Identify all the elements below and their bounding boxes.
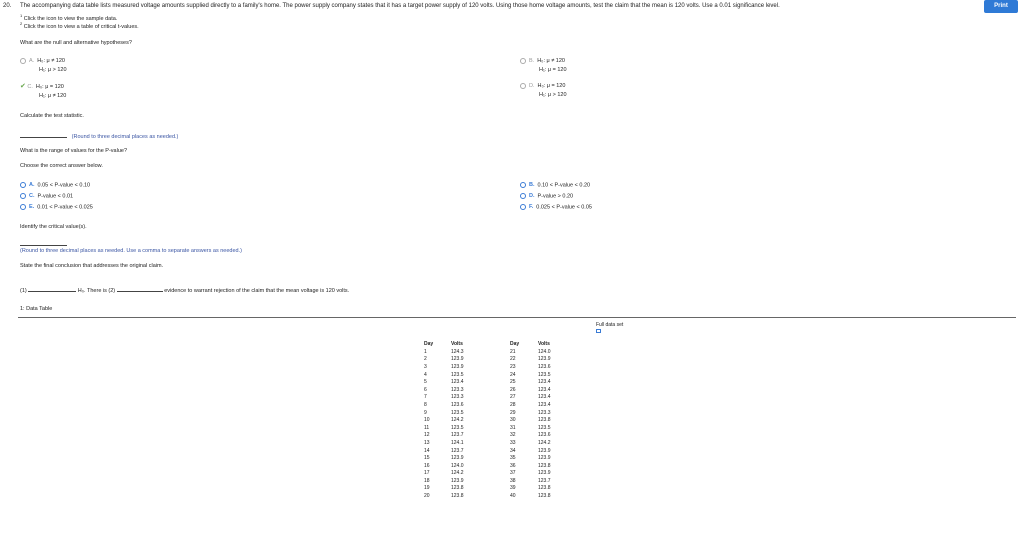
volts-cell: 123.9 <box>451 477 464 484</box>
hypothesis-option-b[interactable]: B. H₀: μ ≠ 120 H₁: μ = 120 <box>520 57 567 75</box>
day-cell: 27 <box>510 394 516 401</box>
col-header-day: Day <box>510 340 520 347</box>
table-row <box>424 462 487 470</box>
volts-cell: 123.9 <box>538 356 551 363</box>
table-row <box>510 401 574 409</box>
conclusion-dropdown-1[interactable] <box>28 286 76 292</box>
table-row <box>510 356 574 364</box>
volts-cell: 123.8 <box>538 493 551 500</box>
day-cell: 11 <box>424 424 430 431</box>
day-cell: 10 <box>424 417 430 424</box>
day-cell: 21 <box>510 348 516 355</box>
critical-value-hint: (Round to three decimal places as needed. Use a comma to separate answers as needed.) <box>20 248 242 254</box>
table-row <box>424 477 487 485</box>
day-cell: 9 <box>424 409 427 416</box>
hypothesis-option-a[interactable]: A. H₀: μ ≠ 120 H₁: μ > 120 <box>20 57 67 75</box>
volts-cell: 124.2 <box>451 417 464 424</box>
volts-cell: 123.8 <box>451 493 464 500</box>
p-value-option-a[interactable]: A. 0.05 < P-value < 0.10 <box>20 182 90 188</box>
table-row <box>424 439 487 447</box>
table-row <box>424 371 487 379</box>
day-cell: 32 <box>510 432 516 439</box>
hypothesis-option-d[interactable]: D. H₀: μ = 120 H₁: μ > 120 <box>520 82 567 100</box>
volts-cell: 123.9 <box>451 455 464 462</box>
day-cell: 31 <box>510 424 516 431</box>
volts-cell: 123.3 <box>451 394 464 401</box>
volts-cell: 124.1 <box>451 439 464 446</box>
volts-cell: 123.5 <box>451 424 464 431</box>
test-statistic-row: (Round to three decimal places as needed.) <box>20 131 178 140</box>
volts-cell: 124.2 <box>538 439 551 446</box>
radio-pb[interactable] <box>520 182 526 188</box>
data-table-left <box>424 339 487 500</box>
question-prompt: The accompanying data table lists measured voltage amounts supplied directly to a family's home. The power supply company states that it has a target power supply of 120 volts. Using those home voltage amounts, test the claim that the mean is 120 volts. Use a 0.01 significance level. <box>20 3 780 9</box>
radio-b[interactable] <box>520 58 526 64</box>
table-row <box>424 485 487 493</box>
volts-cell: 123.9 <box>538 455 551 462</box>
volts-cell: 124.2 <box>451 470 464 477</box>
volts-cell: 123.5 <box>451 371 464 378</box>
volts-cell: 123.9 <box>538 470 551 477</box>
day-cell: 13 <box>424 439 430 446</box>
table-row <box>510 462 574 470</box>
day-cell: 8 <box>424 401 427 408</box>
critical-value-input[interactable] <box>20 240 67 246</box>
radio-pe[interactable] <box>20 204 26 210</box>
checkmark-icon: ✔ <box>20 83 26 90</box>
table-row <box>424 432 487 440</box>
conclusion-dropdown-2[interactable] <box>117 286 163 292</box>
table-row <box>510 416 574 424</box>
table-row <box>424 454 487 462</box>
day-cell: 34 <box>510 447 516 454</box>
col-header-volts: Volts <box>451 340 463 347</box>
day-cell: 30 <box>510 417 516 424</box>
volts-cell: 123.8 <box>538 462 551 469</box>
volts-cell: 123.8 <box>451 485 464 492</box>
volts-cell: 123.3 <box>451 386 464 393</box>
day-cell: 19 <box>424 485 430 492</box>
table-row <box>510 492 574 500</box>
volts-cell: 123.4 <box>538 394 551 401</box>
day-cell: 40 <box>510 493 516 500</box>
table-row <box>424 424 487 432</box>
p-value-question: What is the range of values for the P-value? <box>20 148 128 154</box>
volts-cell: 123.6 <box>451 401 464 408</box>
conclusion-row: (1) H₀. There is (2) evidence to warrant rejection of the claim that the mean voltage is 120 volts. <box>20 288 350 294</box>
print-button[interactable]: Print <box>984 0 1018 13</box>
day-cell: 6 <box>424 386 427 393</box>
hypotheses-question: What are the null and alternative hypotheses? <box>20 40 132 46</box>
p-value-option-c[interactable]: C. P-value < 0.01 <box>20 193 73 199</box>
day-cell: 39 <box>510 485 516 492</box>
day-cell: 36 <box>510 462 516 469</box>
table-row <box>510 378 574 386</box>
p-value-option-b[interactable]: B. 0.10 < P-value < 0.20 <box>520 182 590 188</box>
volts-cell: 123.4 <box>538 379 551 386</box>
volts-cell: 123.5 <box>538 371 551 378</box>
day-cell: 22 <box>510 356 516 363</box>
critical-values-link[interactable]: Click the icon to view a table of critical t-values. <box>23 23 139 30</box>
col-header-day: Day <box>424 340 434 347</box>
table-row <box>424 492 487 500</box>
radio-pf[interactable] <box>520 204 526 210</box>
day-cell: 20 <box>424 493 430 500</box>
volts-cell: 123.4 <box>451 379 464 386</box>
day-cell: 17 <box>424 470 430 477</box>
p-value-option-f[interactable]: F. 0.025 < P-value < 0.05 <box>520 204 592 210</box>
table-row <box>510 371 574 379</box>
question-number: 20. <box>3 3 12 9</box>
day-cell: 14 <box>424 447 430 454</box>
full-data-set-link[interactable]: Full data set <box>596 322 623 335</box>
volts-cell: 123.5 <box>451 409 464 416</box>
volts-cell: 124.0 <box>538 348 551 355</box>
p-value-option-d[interactable]: D. P-value > 0.20 <box>520 193 573 199</box>
volts-cell: 123.7 <box>538 477 551 484</box>
day-cell: 35 <box>510 455 516 462</box>
volts-cell: 123.4 <box>538 401 551 408</box>
volts-cell: 123.7 <box>451 447 464 454</box>
table-row <box>424 363 487 371</box>
day-cell: 28 <box>510 401 516 408</box>
table-row <box>424 401 487 409</box>
day-cell: 1 <box>424 348 427 355</box>
table-row <box>424 356 487 364</box>
table-row <box>510 386 574 394</box>
day-cell: 3 <box>424 363 427 370</box>
divider <box>18 317 1016 318</box>
data-set-icon[interactable] <box>596 329 601 333</box>
day-cell: 29 <box>510 409 516 416</box>
volts-cell: 124.3 <box>451 348 464 355</box>
table-row <box>424 409 487 417</box>
volts-cell: 123.4 <box>538 386 551 393</box>
table-row <box>510 477 574 485</box>
critical-value-label: Identify the critical value(s). <box>20 224 87 230</box>
table-row <box>424 470 487 478</box>
day-cell: 7 <box>424 394 427 401</box>
p-value-instruction: Choose the correct answer below. <box>20 163 103 169</box>
table-row <box>424 416 487 424</box>
day-cell: 23 <box>510 363 516 370</box>
critical-values-note[interactable]: $^2$ Click the icon to view a table of critical t-values. <box>20 21 139 30</box>
conclusion-label: State the final conclusion that addresses the original claim. <box>20 263 164 269</box>
data-table-right <box>510 339 574 500</box>
table-row <box>510 447 574 455</box>
day-cell: 2 <box>424 356 427 363</box>
test-statistic-label: Calculate the test statistic. <box>20 113 84 119</box>
day-cell: 25 <box>510 379 516 386</box>
table-row <box>424 348 487 356</box>
data-table-title: 1: Data Table <box>20 306 53 312</box>
table-row <box>510 470 574 478</box>
table-row <box>510 439 574 447</box>
volts-cell: 123.9 <box>451 356 464 363</box>
day-cell: 38 <box>510 477 516 484</box>
sample-data-link[interactable]: Click the icon to view the sample data. <box>23 15 118 22</box>
table-row <box>424 447 487 455</box>
radio-d[interactable] <box>520 83 526 89</box>
radio-pa[interactable] <box>20 182 26 188</box>
volts-cell: 123.9 <box>538 447 551 454</box>
radio-pd[interactable] <box>520 193 526 199</box>
table-row <box>510 485 574 493</box>
day-cell: 26 <box>510 386 516 393</box>
volts-cell: 123.8 <box>538 485 551 492</box>
radio-pc[interactable] <box>20 193 26 199</box>
radio-a[interactable] <box>20 58 26 64</box>
day-cell: 15 <box>424 455 430 462</box>
test-statistic-input[interactable] <box>20 131 67 138</box>
volts-cell: 123.5 <box>538 424 551 431</box>
day-cell: 18 <box>424 477 430 484</box>
table-row <box>510 348 574 356</box>
table-row <box>424 394 487 402</box>
volts-cell: 123.6 <box>538 363 551 370</box>
day-cell: 24 <box>510 371 516 378</box>
p-value-option-e[interactable]: E. 0.01 < P-value < 0.025 <box>20 204 93 210</box>
table-row <box>510 432 574 440</box>
table-row <box>510 363 574 371</box>
table-row <box>424 386 487 394</box>
volts-cell: 124.0 <box>451 462 464 469</box>
table-row <box>510 409 574 417</box>
day-cell: 5 <box>424 379 427 386</box>
table-row <box>510 454 574 462</box>
day-cell: 4 <box>424 371 427 378</box>
table-row <box>510 394 574 402</box>
volts-cell: 123.7 <box>451 432 464 439</box>
volts-cell: 123.3 <box>538 409 551 416</box>
table-row <box>424 378 487 386</box>
day-cell: 16 <box>424 462 430 469</box>
volts-cell: 123.6 <box>538 432 551 439</box>
col-header-volts: Volts <box>538 340 550 347</box>
volts-cell: 123.8 <box>538 417 551 424</box>
hypothesis-option-c[interactable]: ✔ C. H₀: μ = 120 H₁: μ ≠ 120 <box>20 83 67 99</box>
day-cell: 37 <box>510 470 516 477</box>
table-row <box>510 424 574 432</box>
day-cell: 33 <box>510 439 516 446</box>
volts-cell: 123.9 <box>451 363 464 370</box>
sample-data-note[interactable]: $^1$ Click the icon to view the sample data. <box>20 13 118 22</box>
day-cell: 12 <box>424 432 430 439</box>
